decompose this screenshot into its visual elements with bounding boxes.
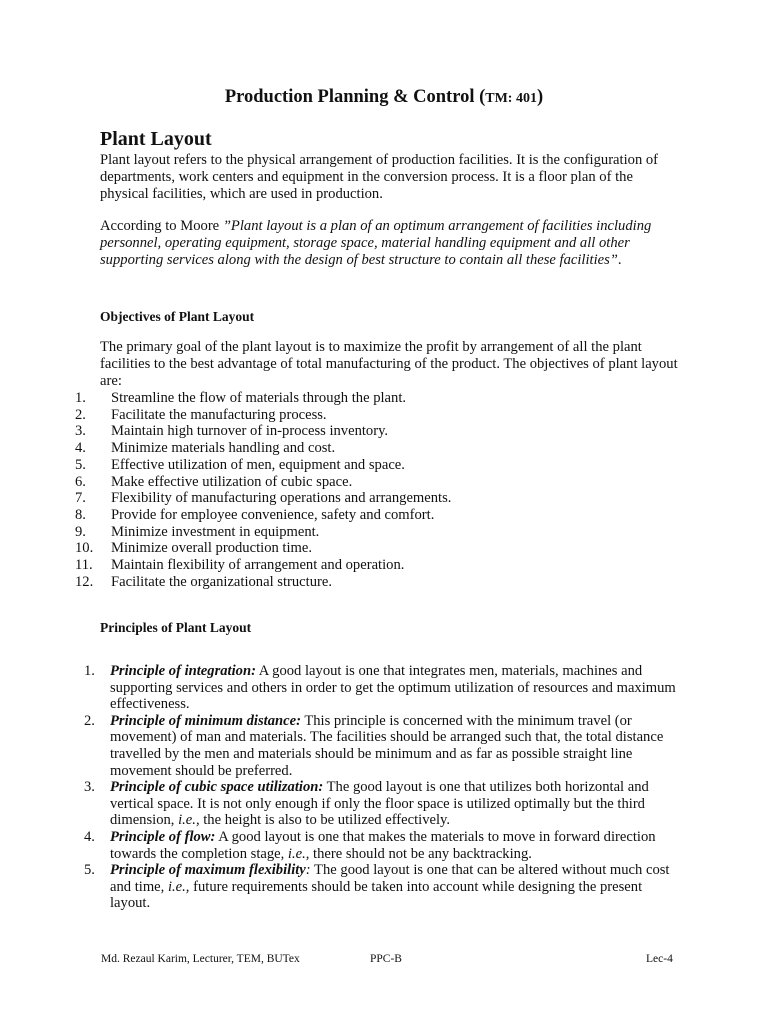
list-item: 2. Principle of minimum distance: This principle is concerned with the minimum travel (or movement) of man and materials. The facilities should be arranged such that, the total distance travelled by the men and materials should be minimum and as far as possible straight line movement should be preferred. <box>84 712 664 779</box>
principle-name: Principle of minimum distance: <box>110 712 301 729</box>
moore-quote-paragraph: According to Moore ”Plant layout is a plan of an optimum arrangement of facilities including personnel, operating equipment, storage space, material handling equipment and all other supporting services along with the design of best structure to contain all these facilities”. <box>100 218 652 268</box>
course-code: TM: 401 <box>485 91 537 106</box>
list-item: 5. Effective utilization of men, equipment and space. <box>75 456 405 473</box>
list-item: 10. Minimize overall production time. <box>75 540 313 557</box>
list-item: 1. Streamline the flow of materials through the plant. <box>75 390 407 406</box>
moore-quote: ”Plant layout is a plan of an optimum arrangement of facilities including personnel, operating equipment, storage space, material handling equipment and all other supporting services along with the design of best structure to contain all these facilities” <box>100 218 652 268</box>
footer-author: Md. Rezaul Karim, Lecturer, TEM, BUTex <box>101 953 300 965</box>
list-item: 3. Maintain high turnover of in-process inventory. <box>75 423 389 440</box>
footer-course: PPC-B <box>370 953 402 965</box>
list-item: 9. Minimize investment in equipment. <box>75 523 320 540</box>
list-item: 3. Principle of cubic space utilization: The good layout is one that utilizes both horizontal and vertical space. It is not only enough if only the floor space is utilized optimally but the third dimension, i.e., the height is also to be utilized effectively. <box>84 779 649 829</box>
list-item: 11. Maintain flexibility of arrangement and operation. <box>75 557 405 574</box>
list-item: 1. Principle of integration: A good layout is one that integrates men, materials, machines and supporting services and others in order to get the optimum utilization of resources and maximum effectiveness. <box>84 663 676 713</box>
principle-name: Principle of maximum flexibility <box>110 862 306 879</box>
objectives-intro: The primary goal of the plant layout is to maximize the profit by arrangement of all the plant facilities to the best advantage of total manufacturing of the product. The objectives of plant layout are: <box>100 339 678 389</box>
definition-paragraph: Plant layout refers to the physical arrangement of production facilities. It is the configuration of departments, work centers and equipment in the conversion process. It is a floor plan of the physical facilities, which are used in production. <box>100 152 659 202</box>
list-item: 6. Make effective utilization of cubic space. <box>75 473 353 490</box>
objectives-heading: Objectives of Plant Layout <box>100 309 255 324</box>
principles-heading: Principles of Plant Layout <box>100 620 252 635</box>
list-item: 4. Principle of flow: A good layout is one that makes the materials to move in forward direction towards the completion stage, i.e., there should not be any backtracking. <box>84 828 656 862</box>
list-item: 7. Flexibility of manufacturing operations and arrangements. <box>75 490 452 507</box>
document-title: Production Planning & Control (TM: 401) <box>224 87 544 107</box>
list-item: 5. Principle of maximum flexibility: The good layout is one that can be altered without much cost and time, i.e., future requirements should be taken into account while designing the present layout. <box>84 862 670 912</box>
list-item: 2. Facilitate the manufacturing process. <box>75 406 327 423</box>
list-item: 12. Facilitate the organizational structure. <box>75 573 332 590</box>
footer-lecture: Lec-4 <box>646 953 673 965</box>
section-heading: Plant Layout <box>100 128 212 150</box>
principle-name: Principle of integration: <box>110 663 256 679</box>
objectives-list <box>75 390 680 590</box>
list-item: 8. Provide for employee convenience, safety and comfort. <box>75 506 435 523</box>
list-item: 4. Minimize materials handling and cost. <box>75 440 336 457</box>
principle-name: Principle of flow: <box>110 828 216 845</box>
principles-list <box>84 663 680 912</box>
principle-name: Principle of cubic space utilization: <box>110 779 324 796</box>
